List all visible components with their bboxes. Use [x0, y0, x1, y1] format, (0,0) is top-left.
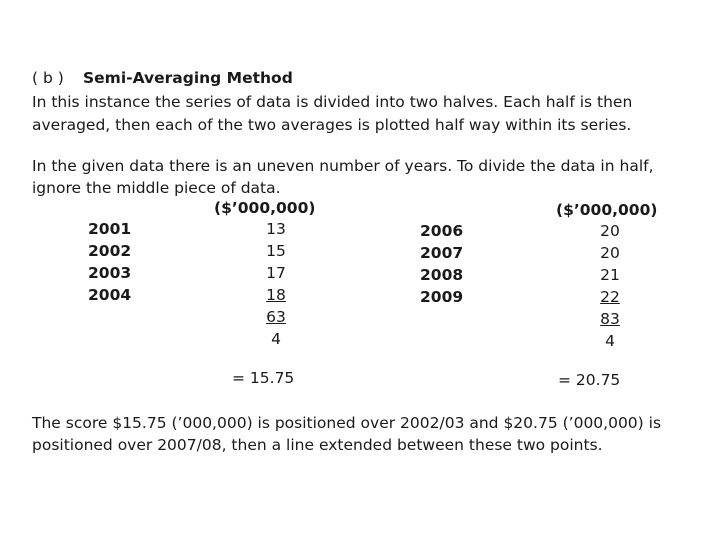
left-value: 18: [266, 286, 286, 304]
right-divisor: 4: [605, 332, 615, 350]
section-title: Semi-Averaging Method: [83, 69, 293, 87]
right-year: 2009: [420, 288, 464, 306]
section-label: ( b ): [32, 69, 64, 87]
left-year: 2001: [88, 220, 132, 238]
conclusion-line-2: positioned over 2007/08, then a line extended between these two points.: [32, 436, 603, 454]
left-year: 2004: [88, 286, 132, 304]
left-value: 17: [266, 264, 286, 282]
left-value: 13: [266, 220, 286, 238]
right-year: 2007: [420, 244, 464, 262]
right-sum: 83: [600, 310, 620, 328]
right-result: = 20.75: [558, 371, 621, 389]
right-year: 2006: [420, 222, 464, 240]
intro-line-1: In this instance the series of data is divided into two halves. Each half is then: [32, 93, 633, 111]
note-line-2: ignore the middle piece of data.: [32, 179, 281, 197]
left-unit-header: ($’000,000): [214, 199, 316, 217]
right-unit-header: ($’000,000): [556, 201, 658, 219]
right-value: 21: [600, 266, 620, 284]
conclusion-line-1: The score $15.75 (’000,000) is positioned over 2002/03 and $20.75 (’000,000) is: [32, 414, 662, 432]
left-year: 2003: [88, 264, 132, 282]
left-sum: 63: [266, 308, 286, 326]
right-value: 22: [600, 288, 620, 306]
note-line-1: In the given data there is an uneven number of years. To divide the data in half,: [32, 157, 654, 175]
intro-line-2: averaged, then each of the two averages is plotted half way within its series.: [32, 116, 632, 134]
left-result: = 15.75: [232, 369, 295, 387]
right-value: 20: [600, 244, 620, 262]
left-value: 15: [266, 242, 286, 260]
left-year: 2002: [88, 242, 132, 260]
right-value: 20: [600, 222, 620, 240]
right-year: 2008: [420, 266, 464, 284]
left-divisor: 4: [271, 330, 281, 348]
